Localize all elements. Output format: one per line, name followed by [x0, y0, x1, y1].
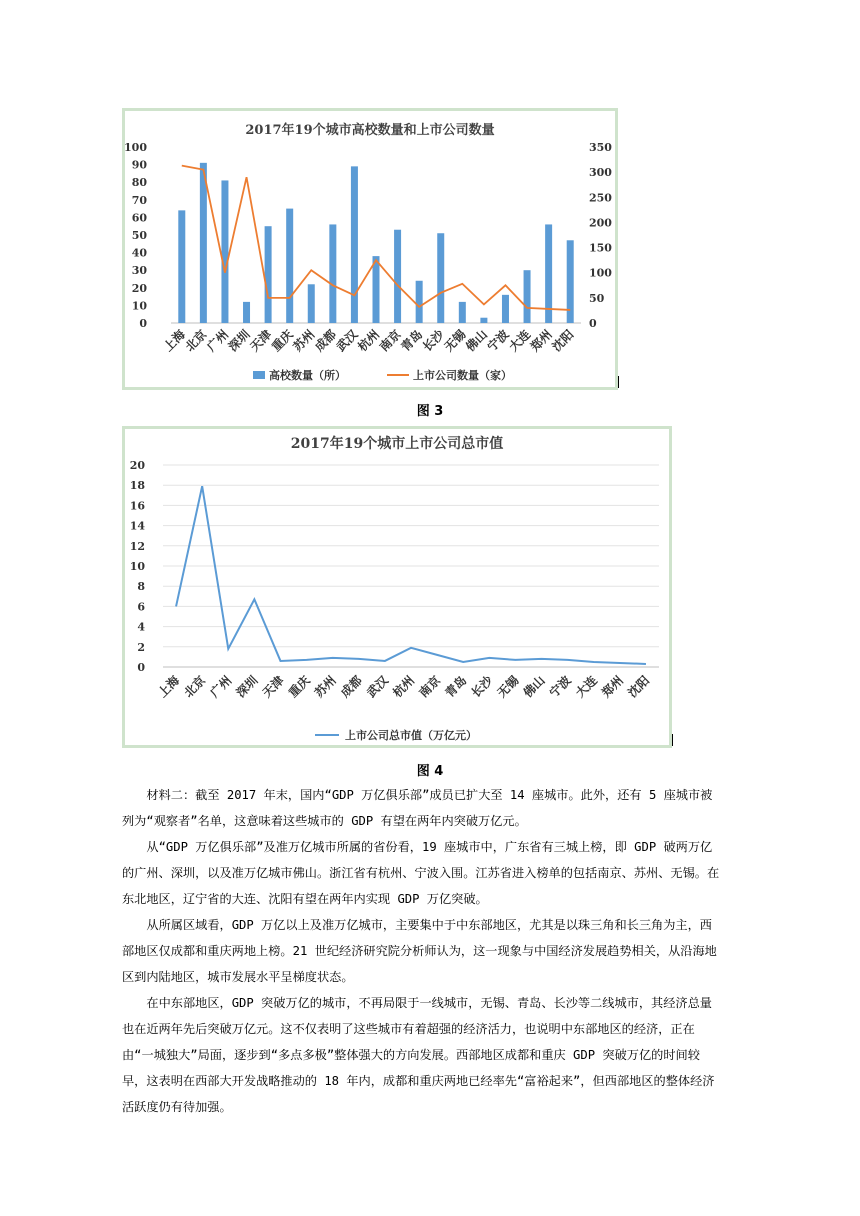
- y-tick-label: 12: [129, 539, 145, 553]
- x-tick-label: 苏州: [290, 327, 318, 355]
- x-tick-label: 深圳: [225, 327, 253, 355]
- y-left-tick-label: 20: [131, 281, 147, 295]
- bar: [373, 256, 380, 323]
- x-tick-label: 无锡: [494, 673, 522, 701]
- bar: [524, 270, 531, 323]
- x-tick-label: 沈阳: [549, 327, 577, 355]
- y-tick-label: 8: [137, 580, 145, 594]
- paragraph: 在中东部地区，GDP 突破万亿的城市，不再局限于一线城市，无锡、青岛、长沙等二线城市，其经济总量也在近两年先后突破万亿元。这不仅表明了这些城市有着超强的经济活力，也说明中东部地区的经济，正在由“一城独大”局面，逐步到“多点多极”整体强大的方向发展。西部地区成都和重庆 GDP 突破万亿的时间较早，这表明在西部大开发战略推动的 18 年内，成都和重庆两地已经率先“富裕起来”，但西部地区的整体经济活跃度仍有待加强。: [122, 996, 715, 1114]
- x-tick-label: 长沙: [419, 327, 447, 355]
- bar: [394, 230, 401, 323]
- bar: [437, 233, 444, 323]
- bar: [480, 318, 487, 323]
- bar: [502, 295, 509, 323]
- x-tick-label: 沈阳: [625, 673, 653, 701]
- x-tick-label: 无锡: [441, 327, 469, 355]
- y-left-tick-label: 10: [131, 299, 147, 313]
- figure3-chart: [122, 108, 618, 390]
- figure4-plot: [125, 429, 669, 745]
- y-left-tick-label: 40: [131, 246, 147, 260]
- body-text: [122, 782, 722, 1120]
- y-tick-label: 18: [129, 479, 145, 493]
- paragraph: 材料二：截至 2017 年末，国内“GDP 万亿俱乐部”成员已扩大至 14 座城市。此外，还有 5 座城市被列为“观察者”名单，这意味着这些城市的 GDP 有望在两年内突破万亿元。: [122, 788, 713, 828]
- bar: [286, 209, 293, 323]
- bar: [243, 302, 250, 323]
- y-right-tick-label: 100: [589, 266, 612, 280]
- x-tick-label: 北京: [182, 327, 210, 355]
- y-left-tick-label: 100: [124, 141, 147, 154]
- y-right-tick-label: 250: [589, 191, 612, 205]
- x-tick-label: 广州: [207, 673, 235, 701]
- paragraph: 从“GDP 万亿俱乐部”及准万亿城市所属的省份看，19 座城市中，广东省有三城上榜，即 GDP 破两万亿的广州、深圳，以及准万亿城市佛山。浙江省有杭州、宁波入围。江苏省进入榜单的包括南京、苏州、无锡。在东北地区，辽宁省的大连、沈阳有望在两年内实现 GDP 万亿突破。: [122, 840, 720, 906]
- x-tick-label: 宁波: [546, 673, 574, 701]
- bar: [221, 180, 228, 323]
- x-tick-label: 武汉: [333, 327, 361, 355]
- bar: [416, 281, 423, 323]
- x-tick-label: 青岛: [442, 673, 470, 701]
- x-tick-label: 苏州: [311, 673, 339, 701]
- x-tick-label: 大连: [572, 673, 600, 701]
- bar: [265, 226, 272, 323]
- y-tick-label: 10: [129, 560, 145, 573]
- y-tick-label: 6: [137, 600, 145, 614]
- legend-line-label: 上市公司总市值（万亿元）: [345, 729, 477, 742]
- x-tick-label: 佛山: [520, 673, 548, 701]
- x-tick-label: 成都: [312, 327, 339, 355]
- y-left-tick-label: 0: [139, 317, 147, 330]
- x-tick-label: 广州: [204, 327, 232, 355]
- x-tick-label: 上海: [161, 327, 188, 355]
- x-tick-label: 成都: [338, 673, 365, 701]
- x-tick-label: 佛山: [463, 327, 491, 355]
- y-tick-label: 16: [129, 499, 145, 513]
- y-tick-label: 4: [137, 620, 145, 634]
- figure4-chart: [122, 426, 672, 748]
- y-tick-label: 2: [137, 640, 145, 654]
- x-tick-label: 重庆: [285, 673, 313, 701]
- y-right-tick-label: 50: [589, 291, 605, 305]
- y-left-tick-label: 60: [131, 211, 147, 225]
- bar: [200, 163, 207, 323]
- x-tick-label: 上海: [155, 673, 183, 701]
- x-tick-label: 杭州: [390, 673, 418, 701]
- x-tick-label: 南京: [416, 673, 444, 701]
- y-right-tick-label: 0: [589, 317, 597, 330]
- x-tick-label: 长沙: [468, 673, 496, 701]
- y-tick-label: 14: [129, 519, 145, 533]
- paragraph: 从所属区域看，GDP 万亿以上及准万亿城市，主要集中于中东部地区，尤其是以珠三角和长三角为主，西部地区仅成都和重庆两地上榜。21 世纪经济研究院分析师认为，这一现象与中国经济发展趋势相关，从沿海地区到内陆地区，城市发展水平呈梯度状态。: [122, 918, 717, 984]
- edge-mark: [672, 734, 673, 746]
- x-tick-label: 北京: [181, 673, 209, 701]
- x-tick-label: 大连: [506, 327, 534, 355]
- bar: [178, 210, 185, 323]
- y-left-tick-label: 90: [131, 158, 147, 172]
- legend-bar-swatch: [253, 371, 265, 379]
- figure3-title: 2017年19个城市高校数量和上市公司数量: [245, 123, 495, 138]
- x-tick-label: 天津: [259, 673, 287, 701]
- x-tick-label: 青岛: [398, 327, 426, 355]
- x-tick-label: 深圳: [233, 673, 261, 701]
- bar: [459, 302, 466, 323]
- y-right-tick-label: 300: [589, 166, 612, 180]
- y-left-tick-label: 80: [131, 176, 147, 190]
- figure3-caption: 图 3: [416, 404, 444, 419]
- x-tick-label: 郑州: [527, 327, 555, 355]
- legend-line-label: 上市公司数量（家）: [413, 369, 512, 382]
- figure4-caption: 图 4: [416, 764, 444, 779]
- y-left-tick-label: 70: [131, 193, 147, 207]
- y-left-tick-label: 30: [131, 264, 147, 278]
- x-tick-label: 郑州: [599, 673, 626, 701]
- y-tick-label: 0: [137, 661, 145, 674]
- bar: [329, 224, 336, 323]
- figure3-plot: [125, 111, 615, 387]
- bar: [351, 166, 358, 323]
- x-tick-label: 南京: [376, 327, 404, 355]
- x-tick-label: 天津: [247, 327, 275, 355]
- y-right-tick-label: 350: [589, 141, 612, 154]
- y-right-tick-label: 200: [589, 216, 612, 230]
- x-tick-label: 杭州: [355, 327, 383, 355]
- y-left-tick-label: 50: [131, 229, 147, 242]
- edge-mark: [618, 376, 619, 388]
- x-tick-label: 宁波: [484, 327, 512, 355]
- bar: [308, 284, 315, 323]
- legend-bar-label: 高校数量（所）: [269, 369, 346, 382]
- y-tick-label: 20: [129, 459, 145, 472]
- x-tick-label: 武汉: [364, 673, 392, 701]
- line-series: [176, 486, 646, 664]
- x-tick-label: 重庆: [268, 327, 296, 355]
- y-right-tick-label: 150: [589, 241, 612, 255]
- figure4-title: 2017年19个城市上市公司总市值: [290, 436, 504, 452]
